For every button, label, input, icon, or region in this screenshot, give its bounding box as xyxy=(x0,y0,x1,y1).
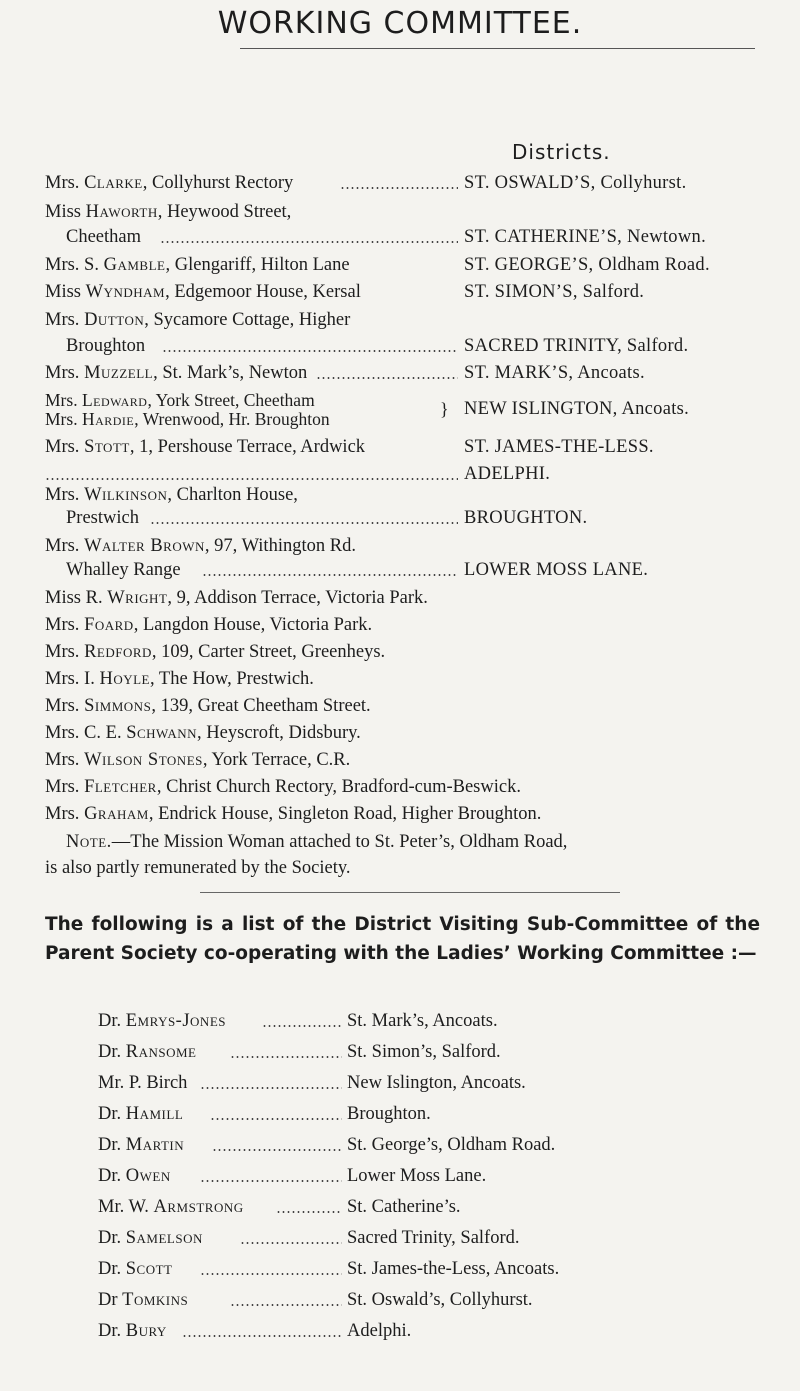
district-label: ST. CATHERINE’S, Newtown. xyxy=(464,227,706,247)
member-line: Mrs. Muzzell, St. Mark’s, Newton xyxy=(45,363,308,383)
sub-member-name: Mr. P. Birch xyxy=(98,1073,188,1093)
member-line: Mrs. Clarke, Collyhurst Rectory xyxy=(45,173,294,193)
member-line: Mrs. Dutton, Sycamore Cottage, Higher xyxy=(45,310,351,330)
sub-member-name: Mr. W. Armstrong xyxy=(98,1197,244,1217)
district-label: BROUGHTON. xyxy=(464,508,588,528)
sub-member-name: Dr. Samelson xyxy=(98,1228,203,1248)
member-line: Mrs. Hardie, Wrenwood, Hr. Broughton xyxy=(45,409,330,429)
district-label: ST. GEORGE’S, Oldham Road. xyxy=(464,255,710,275)
leader-dots xyxy=(182,1335,342,1337)
leader-dots xyxy=(45,478,458,480)
sub-member-district: St. Oswald’s, Collyhurst. xyxy=(347,1290,533,1310)
sub-member-district: New Islington, Ancoats. xyxy=(347,1073,526,1093)
sub-member-district: St. George’s, Oldham Road. xyxy=(347,1135,556,1155)
leader-dots xyxy=(340,187,458,189)
member-line: Mrs. Stott, 1, Pershouse Terrace, Ardwick xyxy=(45,437,366,457)
district-label: SACRED TRINITY, Salford. xyxy=(464,336,689,356)
leader-dots xyxy=(230,1304,342,1306)
member-line: Miss Wyndham, Edgemoor House, Kersal xyxy=(45,282,361,302)
leader-dots xyxy=(316,377,458,379)
member-line: Mrs. C. E. Schwann, Heyscroft, Didsbury. xyxy=(45,723,361,743)
district-label: ADELPHI. xyxy=(464,464,551,484)
leader-dots xyxy=(210,1118,342,1120)
sub-member-district: Lower Moss Lane. xyxy=(347,1166,487,1186)
brace: } xyxy=(440,399,449,419)
districts-heading: Districts. xyxy=(512,140,611,164)
sub-member-district: Adelphi. xyxy=(347,1321,412,1341)
member-line: Mrs. Wilkinson, Charlton House, xyxy=(45,485,298,505)
sub-member-district: St. Catherine’s. xyxy=(347,1197,461,1217)
leader-dots xyxy=(262,1025,342,1027)
sub-member-name: Dr. Bury xyxy=(98,1321,167,1341)
sub-member-name: Dr. Hamill xyxy=(98,1104,184,1124)
member-line: Mrs. Walter Brown, 97, Withington Rd. xyxy=(45,536,356,556)
member-line-continued: Broughton xyxy=(66,336,146,356)
leader-dots xyxy=(212,1149,342,1151)
sub-member-name: Dr. Martin xyxy=(98,1135,185,1155)
member-line: Mrs. I. Hoyle, The How, Prestwich. xyxy=(45,669,314,689)
district-label: ST. SIMON’S, Salford. xyxy=(464,282,645,302)
member-line-continued: Whalley Range xyxy=(66,560,181,580)
district-label: NEW ISLINGTON, Ancoats. xyxy=(464,399,690,419)
sub-member-district: St. Simon’s, Salford. xyxy=(347,1042,501,1062)
leader-dots xyxy=(276,1211,342,1213)
sub-member-district: St. James-the-Less, Ancoats. xyxy=(347,1259,560,1279)
member-line: Miss Haworth, Heywood Street, xyxy=(45,202,292,222)
leader-dots xyxy=(150,522,458,524)
leader-dots xyxy=(240,1242,342,1244)
sub-member-district: St. Mark’s, Ancoats. xyxy=(347,1011,498,1031)
leader-dots xyxy=(200,1180,342,1182)
note-line-1: Note.—The Mission Woman attached to St. Peter’s, Oldham Road, xyxy=(66,832,568,852)
member-line: Miss R. Wright, 9, Addison Terrace, Victoria Park. xyxy=(45,588,428,608)
sub-member-district: Broughton. xyxy=(347,1104,431,1124)
member-line: Mrs. Wilson Stones, York Terrace, C.R. xyxy=(45,750,351,770)
member-line: Mrs. Graham, Endrick House, Singleton Road, Higher Broughton. xyxy=(45,804,542,824)
member-line: Mrs. Redford, 109, Carter Street, Greenheys. xyxy=(45,642,386,662)
member-line: Mrs. Fletcher, Christ Church Rectory, Bradford-cum-Beswick. xyxy=(45,777,521,797)
sub-member-district: Sacred Trinity, Salford. xyxy=(347,1228,520,1248)
district-label: ST. OSWALD’S, Collyhurst. xyxy=(464,173,687,193)
leader-dots xyxy=(200,1087,342,1089)
leader-dots xyxy=(230,1056,342,1058)
sub-member-name: Dr. Scott xyxy=(98,1259,173,1279)
title-underline xyxy=(240,48,755,49)
district-label: ST. MARK’S, Ancoats. xyxy=(464,363,645,383)
member-line: Mrs. Ledward, York Street, Cheetham xyxy=(45,390,315,410)
sub-committee-intro: The following is a list of the District Visiting Sub-Committee of the Parent Society co-operating with the Ladies’ Working Committee :— xyxy=(45,914,760,964)
member-line: Mrs. Foard, Langdon House, Victoria Park. xyxy=(45,615,373,635)
leader-dots xyxy=(160,241,458,243)
sub-member-name: Dr. Owen xyxy=(98,1166,171,1186)
sub-member-name: Dr Tomkins xyxy=(98,1290,189,1310)
member-line-continued: Cheetham xyxy=(66,227,142,247)
page-title: WORKING COMMITTEE. xyxy=(217,6,583,41)
member-line: Mrs. Simmons, 139, Great Cheetham Street. xyxy=(45,696,371,716)
note-line-2: is also partly remunerated by the Society. xyxy=(45,858,351,878)
district-label: ST. JAMES-THE-LESS. xyxy=(464,437,654,457)
member-line: Mrs. S. Gamble, Glengariff, Hilton Lane xyxy=(45,255,350,275)
leader-dots xyxy=(162,350,458,352)
sub-member-name: Dr. Emrys-Jones xyxy=(98,1011,226,1031)
district-label: LOWER MOSS LANE. xyxy=(464,560,649,580)
sub-member-name: Dr. Ransome xyxy=(98,1042,197,1062)
section-divider xyxy=(200,892,620,893)
leader-dots xyxy=(200,1273,342,1275)
member-line-continued: Prestwich xyxy=(66,508,139,528)
leader-dots xyxy=(202,574,458,576)
